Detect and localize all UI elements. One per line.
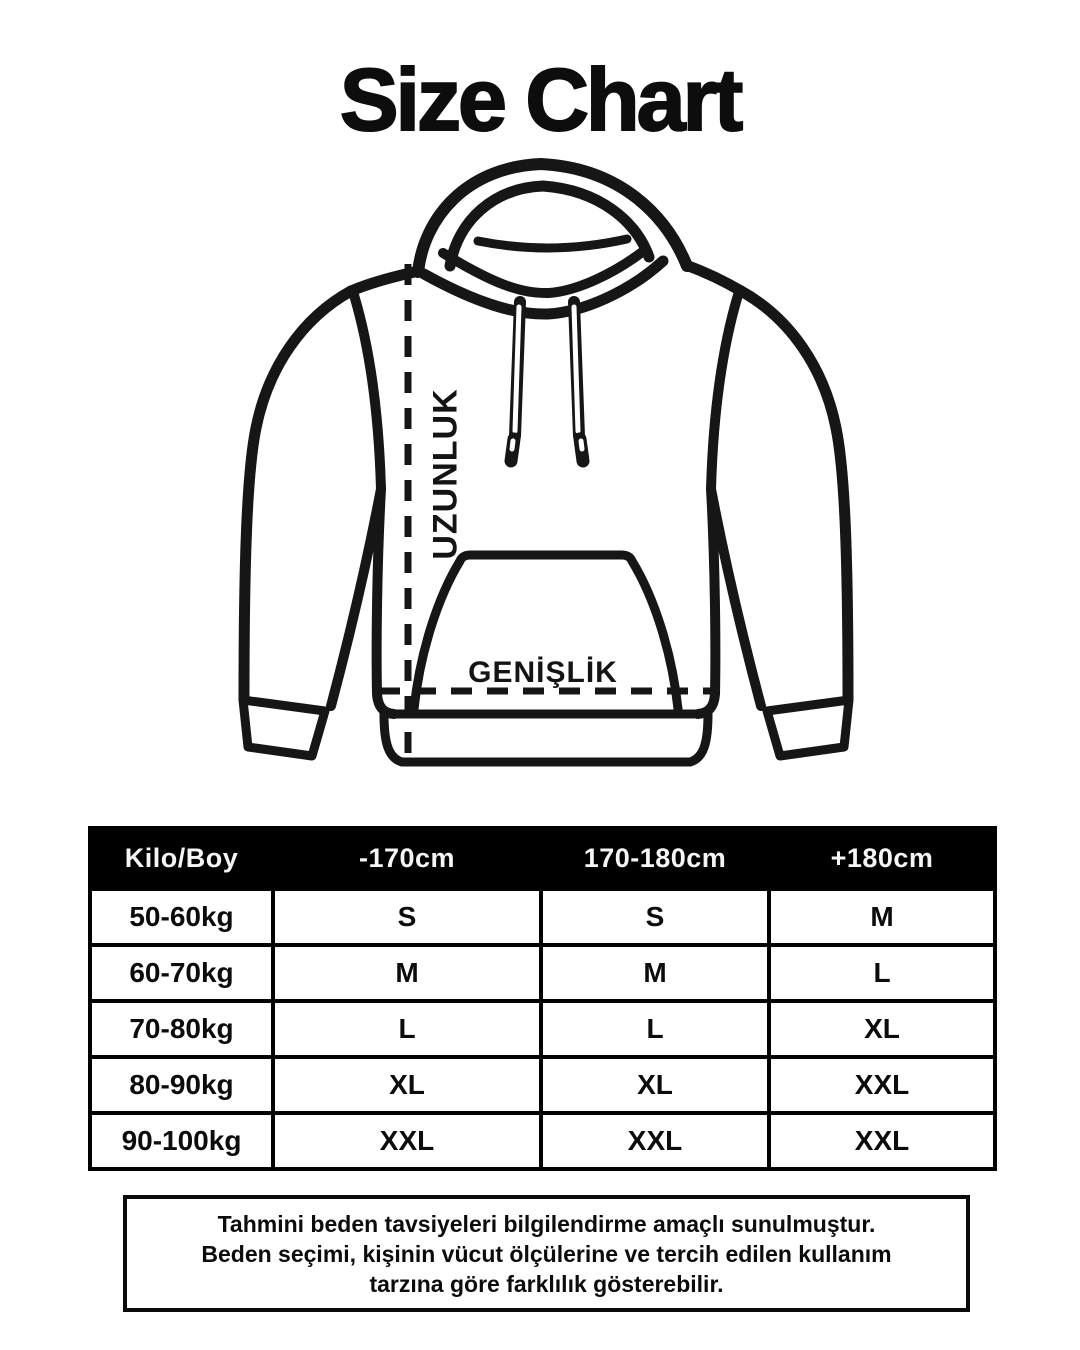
size-cell: XXL [273,1113,541,1169]
size-cell: L [273,1001,541,1057]
width-measure-label: GENİŞLİK [468,656,618,689]
hood-inner-outline [450,186,649,266]
table-row [90,1057,995,1113]
size-cell: S [541,889,769,945]
hood-back-fold-line [478,239,627,248]
size-cell: XL [769,1001,995,1057]
disclaimer-line: Tahmini beden tavsiyeleri bilgilendirme amaçlı sunulmuştur. [217,1210,876,1237]
size-cell: XXL [769,1057,995,1113]
weight-range: 60-70kg [90,945,273,1001]
right-sleeve-inner [711,489,761,706]
left-aglet [511,439,514,461]
table-row [90,945,995,1001]
left-cuff [243,700,325,756]
right-aglet [580,439,583,461]
size-cell: XL [273,1057,541,1113]
size-cell: S [273,889,541,945]
size-cell: M [541,945,769,1001]
size-table-header [90,828,995,889]
weight-range: 80-90kg [90,1057,273,1113]
table-row [90,1001,995,1057]
size-cell: M [769,889,995,945]
drawstrings [511,302,583,461]
size-cell: L [769,945,995,1001]
left-raglan-seam [354,295,381,489]
hood-outer-outline [418,164,687,272]
left-sleeve-outer [244,291,351,699]
header-under-170cm: -170cm [273,828,541,889]
size-table [88,826,997,1171]
weight-range: 70-80kg [90,1001,273,1057]
collar-upper-edge [443,249,646,293]
disclaimer-line: Beden seçimi, kişinin vücut ölçülerine ve tercih edilen kullanım [201,1240,892,1267]
left-shoulder-line [351,271,419,291]
header-weight-height: Kilo/Boy [90,828,273,889]
table-row [90,1113,995,1169]
disclaimer-box [123,1195,970,1312]
size-cell: XXL [769,1113,995,1169]
size-cell: XL [541,1057,769,1113]
right-shoulder-line [686,265,741,291]
header-170-180cm: 170-180cm [541,828,769,889]
disclaimer-line: tarzına göre farklılık gösterebilir. [369,1270,724,1297]
table-row [90,889,995,945]
size-cell: XXL [541,1113,769,1169]
header-over-180cm: +180cm [769,828,995,889]
body-right-edge [698,489,715,714]
right-cuff [767,700,849,756]
weight-range: 90-100kg [90,1113,273,1169]
length-measure-label: UZUNLUK [426,388,465,560]
page-title: Size Chart [339,50,741,149]
collar-lower-edge [424,261,663,314]
size-cell: M [273,945,541,1001]
left-sleeve-inner [331,489,381,706]
right-raglan-seam [711,295,738,489]
header-row [90,828,995,889]
weight-range: 50-60kg [90,889,273,945]
hem-band [384,714,708,762]
right-sleeve-outer [741,291,848,699]
size-cell: L [541,1001,769,1057]
body-left-edge [377,489,394,714]
